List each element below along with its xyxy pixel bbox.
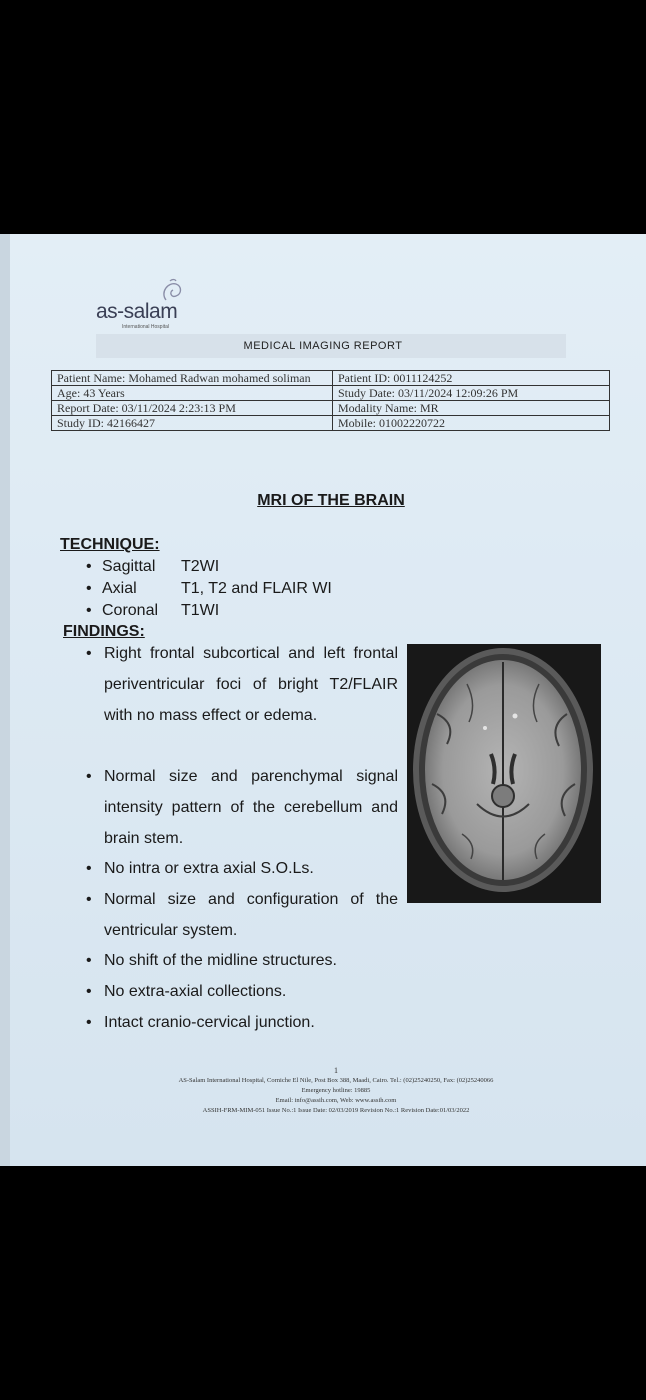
- finding-text: No extra-axial collections.: [104, 983, 287, 1000]
- modality-cell: Modality Name: MR: [333, 401, 610, 416]
- finding-text: Right frontal subcortical and left frontal periventricular foci of bright T2/FLAIR with no mass effect or edema.: [104, 645, 398, 724]
- table-row: [52, 386, 610, 401]
- study-id-cell: Study ID: 42166427: [52, 416, 333, 431]
- technique-plane: Coronal: [102, 602, 159, 619]
- technique-item: [86, 602, 219, 620]
- patient-info-table: [51, 370, 610, 431]
- finding-text: Intact cranio-cervical junction.: [104, 1014, 315, 1031]
- bullet: •: [86, 768, 92, 785]
- finding-item: [86, 884, 398, 946]
- page-number: 1: [334, 1066, 338, 1075]
- report-page: [0, 234, 646, 1166]
- table-row: [52, 371, 610, 386]
- bullet: •: [86, 1014, 92, 1031]
- technique-plane: Sagittal: [102, 558, 156, 575]
- logo-subtext: International Hospital: [122, 324, 169, 330]
- finding-item: [86, 853, 398, 884]
- bullet: •: [86, 860, 92, 877]
- footer-form-id: ASSIH-FRM-MIM-051 Issue No.:1 Issue Date: 02/03/2019 Revision No.:1 Revision Date:01/03/2022: [202, 1107, 470, 1114]
- bullet: •: [86, 952, 92, 969]
- bullet: •: [86, 580, 92, 597]
- finding-item: [86, 976, 398, 1007]
- report-title: MEDICAL IMAGING REPORT: [243, 340, 403, 352]
- finding-item: [86, 945, 398, 976]
- technique-sequence: T1WI: [181, 602, 220, 619]
- page-edge: [0, 234, 10, 1166]
- technique-item: [86, 558, 219, 576]
- technique-sequence: T1, T2 and FLAIR WI: [181, 580, 332, 597]
- mri-brain-image: [407, 644, 601, 903]
- report-heading: MRI OF THE BRAIN: [257, 492, 405, 509]
- logo-text: as-salam: [96, 300, 178, 323]
- finding-text: No intra or extra axial S.O.Ls.: [104, 860, 314, 877]
- finding-text: Normal size and configuration of the ventricular system.: [104, 891, 398, 939]
- age-cell: Age: 43 Years: [52, 386, 333, 401]
- technique-item: [86, 580, 332, 598]
- finding-text: Normal size and parenchymal signal intensity pattern of the cerebellum and brain stem.: [104, 768, 398, 847]
- bullet: •: [86, 602, 92, 619]
- table-row: [52, 416, 610, 431]
- report-date-cell: Report Date: 03/11/2024 2:23:13 PM: [52, 401, 333, 416]
- bullet: •: [86, 891, 92, 908]
- study-date-cell: Study Date: 03/11/2024 12:09:26 PM: [333, 386, 610, 401]
- patient-id-cell: Patient ID: 0011124252: [333, 371, 610, 386]
- technique-plane: Axial: [102, 580, 137, 597]
- bullet: •: [86, 983, 92, 1000]
- patient-name-cell: Patient Name: Mohamed Radwan mohamed soliman: [52, 371, 333, 386]
- finding-item: [86, 761, 398, 854]
- bullet: •: [86, 558, 92, 575]
- findings-heading: FINDINGS:: [63, 623, 145, 640]
- finding-text: No shift of the midline structures.: [104, 952, 337, 969]
- technique-sequence: T2WI: [181, 558, 220, 575]
- mobile-cell: Mobile: 01002220722: [333, 416, 610, 431]
- bullet: •: [86, 645, 92, 662]
- footer-contact: Email: info@assih.com, Web: www.assih.com: [275, 1097, 397, 1104]
- footer-hotline: Emergency hotline: 19885: [301, 1087, 371, 1094]
- finding-item: [86, 638, 398, 731]
- technique-heading: TECHNIQUE:: [60, 536, 160, 553]
- footer-address: AS-Salam International Hospital, Corniche El Nile, Post Box 388, Maadi, Cairo. Tel.: (02)25240250, Fax: (02)25240066: [178, 1077, 494, 1084]
- finding-item: [86, 1007, 398, 1038]
- table-row: [52, 401, 610, 416]
